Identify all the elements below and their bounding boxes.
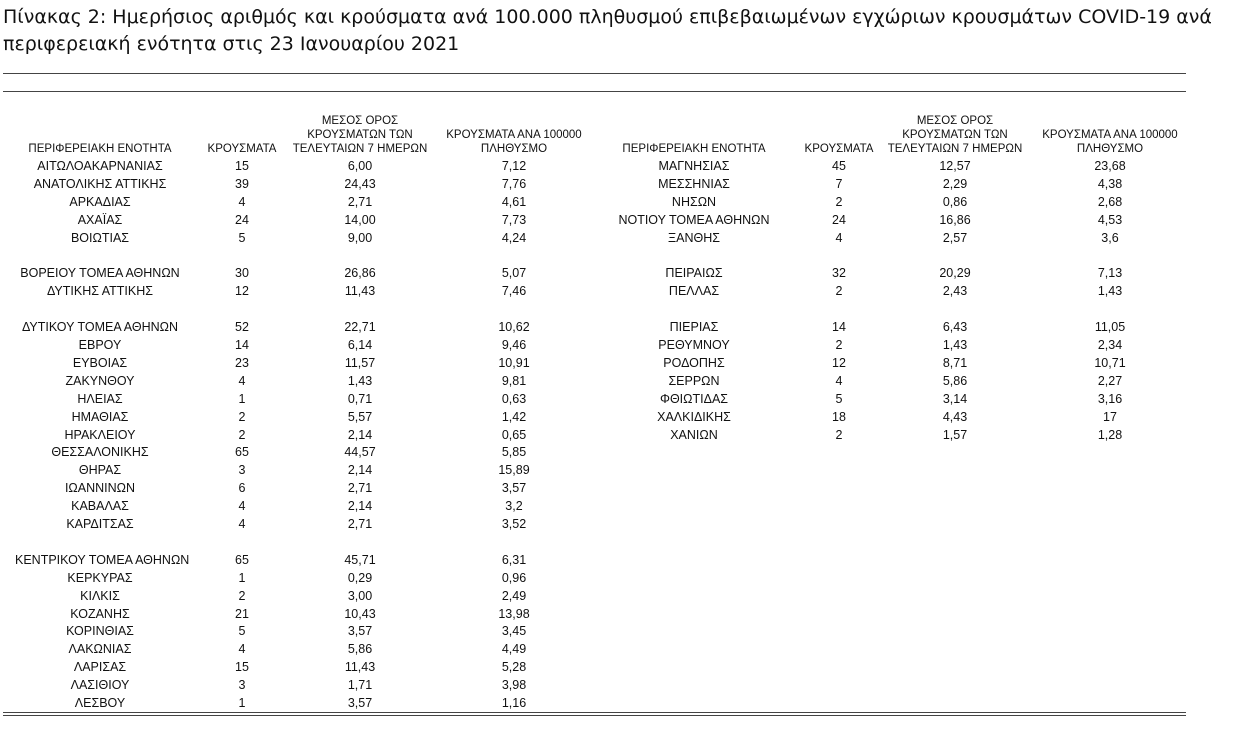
cell-cases: 2 <box>835 284 843 299</box>
cell-avg7: 12,57 <box>939 159 971 173</box>
cell-region: ΑΝΑΤΟΛΙΚΗΣ ΑΤΤΙΚΗΣ <box>33 176 167 191</box>
cell-region: ΧΑΝΙΩΝ <box>670 427 718 442</box>
cell-region: ΘΕΣΣΑΛΟΝΙΚΗΣ <box>51 445 149 460</box>
cell-region: ΔΥΤΙΚΗΣ ΑΤΤΙΚΗΣ <box>47 284 153 299</box>
cell-cases: 2 <box>238 427 246 442</box>
cell-per100k: 5,28 <box>501 660 527 675</box>
cell-avg7: 2,14 <box>347 427 373 442</box>
cell-cases: 5 <box>238 624 246 639</box>
cell-avg7: 2,71 <box>347 481 373 496</box>
cell-cases: 23 <box>235 355 249 370</box>
cell-per100k: 10,71 <box>1094 355 1126 370</box>
bottom-rule-2 <box>3 715 1186 716</box>
cell-cases: 12 <box>832 355 846 370</box>
cell-per100k: 6,31 <box>501 552 527 567</box>
cell-per100k: 1,16 <box>501 696 527 710</box>
cell-region: ΝΟΤΙΟΥ ΤΟΜΕΑ ΑΘΗΝΩΝ <box>618 212 770 227</box>
cell-region: ΠΕΙΡΑΙΩΣ <box>665 266 723 281</box>
cell-region: ΚΕΝΤΡΙΚΟΥ ΤΟΜΕΑ ΑΘΗΝΩΝ <box>15 552 190 567</box>
cell-avg7: 3,57 <box>347 624 373 639</box>
cell-region: ΚΟΖΑΝΗΣ <box>70 606 130 621</box>
cell-cases: 2 <box>835 338 843 352</box>
cell-avg7: 5,86 <box>347 642 373 657</box>
cell-region: ΔΥΤΙΚΟΥ ΤΟΜΕΑ ΑΘΗΝΩΝ <box>21 320 179 335</box>
cell-cases: 2 <box>238 409 246 424</box>
table-title: Πίνακας 2: Ημερήσιος αριθμός και κρούσματα ανά 100.000 πληθυσμού επιβεβαιωμένων εγχώριων κρουσμάτων COVID-19 ανά περιφερειακή ενότητα στις 23 Ιανουαρίου 2021 <box>3 6 1212 55</box>
cell-cases: 4 <box>835 230 843 245</box>
cell-per100k: 5,85 <box>501 445 527 460</box>
cell-avg7: 22,71 <box>344 320 376 335</box>
cell-region: ΧΑΛΚΙΔΙΚΗΣ <box>657 409 731 424</box>
cell-region: ΚΟΡΙΝΘΙΑΣ <box>66 624 134 639</box>
bottom-rule-1 <box>3 712 1186 713</box>
cell-region: ΡΟΔΟΠΗΣ <box>663 355 725 370</box>
cell-per100k: 11,05 <box>1094 320 1126 335</box>
header-region-right: ΠΕΡΙΦΕΡΕΙΑΚΗ ΕΝΟΤΗΤΑ <box>622 143 766 155</box>
cell-per100k: 4,24 <box>501 230 527 245</box>
cell-per100k: 1,42 <box>501 409 527 424</box>
cell-avg7: 1,43 <box>942 338 968 352</box>
cell-region: ΖΑΚΥΝΘΟΥ <box>65 373 135 388</box>
cell-avg7: 14,00 <box>344 212 376 227</box>
cell-per100k: 7,73 <box>501 212 527 227</box>
cell-avg7: 10,43 <box>344 606 376 621</box>
cell-cases: 4 <box>238 499 246 514</box>
cell-cases: 2 <box>238 588 246 603</box>
cell-per100k: 5,07 <box>501 266 527 281</box>
cell-region: ΒΟΡΕΙΟΥ ΤΟΜΕΑ ΑΘΗΝΩΝ <box>20 266 180 281</box>
cell-avg7: 16,86 <box>939 212 971 227</box>
cell-cases: 4 <box>238 373 246 388</box>
cell-region: ΚΙΛΚΙΣ <box>80 588 120 603</box>
cell-cases: 1 <box>238 570 246 585</box>
cell-per100k: 3,52 <box>501 517 527 531</box>
cell-cases: 4 <box>238 642 246 657</box>
cell-per100k: 13,98 <box>498 606 530 621</box>
cell-region: ΑΙΤΩΛΟΑΚΑΡΝΑΝΙΑΣ <box>37 159 163 173</box>
cell-avg7: 6,00 <box>347 159 373 173</box>
cell-avg7: 2,71 <box>347 194 373 209</box>
top-rule-1 <box>3 73 1186 74</box>
cell-avg7: 45,71 <box>344 552 376 567</box>
cell-avg7: 0,29 <box>347 570 373 585</box>
cell-avg7: 6,43 <box>942 320 968 335</box>
cell-region: ΗΛΕΙΑΣ <box>77 391 123 406</box>
cell-region: ΘΗΡΑΣ <box>78 463 122 478</box>
cell-avg7: 2,71 <box>347 517 373 531</box>
cell-cases: 39 <box>235 176 249 191</box>
cell-cases: 4 <box>238 517 246 531</box>
cell-region: ΛΕΣΒΟΥ <box>74 696 126 710</box>
cell-cases: 65 <box>235 552 249 567</box>
cell-region: ΜΑΓΝΗΣΙΑΣ <box>658 159 730 173</box>
cell-per100k: 4,61 <box>501 194 527 209</box>
cell-avg7: 2,43 <box>942 284 968 299</box>
cell-region: ΦΘΙΩΤΙΔΑΣ <box>659 391 729 406</box>
cell-cases: 4 <box>835 373 843 388</box>
cell-avg7: 0,71 <box>347 391 373 406</box>
cell-per100k: 2,27 <box>1097 373 1123 388</box>
cell-avg7: 2,29 <box>942 176 968 191</box>
cell-region: ΜΕΣΣΗΝΙΑΣ <box>658 176 730 191</box>
cell-region: ΠΕΛΛΑΣ <box>668 284 720 299</box>
cell-region: ΗΜΑΘΙΑΣ <box>71 409 129 424</box>
cell-per100k: 15,89 <box>498 463 530 478</box>
cell-cases: 32 <box>832 266 846 281</box>
cell-cases: 24 <box>235 212 249 227</box>
cell-cases: 21 <box>235 606 249 621</box>
cell-region: ΑΧΑΪΑΣ <box>77 212 123 227</box>
cell-avg7: 2,14 <box>347 463 373 478</box>
cell-avg7: 5,57 <box>347 409 373 424</box>
header-avg7-right: ΜΕΣΟΣ ΟΡΟΣ ΚΡΟΥΣΜΑΤΩΝ ΤΩΝ ΤΕΛΕΥΤΑΙΩΝ 7 ΗΜΕΡΩΝ <box>887 115 1023 155</box>
cell-per100k: 0,65 <box>501 427 527 442</box>
cell-per100k: 4,53 <box>1097 212 1123 227</box>
cell-avg7: 0,86 <box>942 194 968 209</box>
cell-cases: 5 <box>238 230 246 245</box>
cell-per100k: 4,38 <box>1097 176 1123 191</box>
cell-region: ΗΡΑΚΛΕΙΟΥ <box>64 427 136 442</box>
covid-table <box>0 108 1200 714</box>
header-per100k-left: ΚΡΟΥΣΜΑΤΑ ΑΝΑ 100000 ΠΛΗΘΥΣΜΟ <box>446 129 582 155</box>
cell-region: ΕΒΡΟΥ <box>78 338 122 352</box>
cell-avg7: 3,14 <box>942 391 968 406</box>
header-cases-left: ΚΡΟΥΣΜΑΤΑ <box>207 143 277 155</box>
cell-region: ΝΗΣΩΝ <box>671 194 717 209</box>
cell-avg7: 24,43 <box>344 176 376 191</box>
cell-region: ΙΩΑΝΝΙΝΩΝ <box>64 481 136 496</box>
cell-avg7: 44,57 <box>344 445 376 460</box>
cell-avg7: 4,43 <box>942 409 968 424</box>
cell-cases: 65 <box>235 445 249 460</box>
cell-per100k: 10,62 <box>498 320 530 335</box>
cell-per100k: 2,68 <box>1097 194 1123 209</box>
cell-cases: 5 <box>835 391 843 406</box>
cell-per100k: 7,46 <box>501 284 527 299</box>
header-avg7-left: ΜΕΣΟΣ ΟΡΟΣ ΚΡΟΥΣΜΑΤΩΝ ΤΩΝ ΤΕΛΕΥΤΑΙΩΝ 7 ΗΜΕΡΩΝ <box>292 115 428 155</box>
cell-per100k: 0,96 <box>501 570 527 585</box>
cell-region: ΚΑΒΑΛΑΣ <box>71 499 129 514</box>
cell-cases: 3 <box>238 678 246 693</box>
cell-cases: 2 <box>835 194 843 209</box>
cell-region: ΚΑΡΔΙΤΣΑΣ <box>66 517 134 531</box>
cell-avg7: 5,86 <box>942 373 968 388</box>
cell-per100k: 0,63 <box>501 391 527 406</box>
cell-per100k: 3,2 <box>505 499 523 514</box>
cell-cases: 15 <box>235 660 249 675</box>
cell-region: ΛΑΣΙΘΙΟΥ <box>70 678 130 693</box>
cell-cases: 7 <box>835 176 843 191</box>
cell-per100k: 1,43 <box>1097 284 1123 299</box>
cell-cases: 1 <box>238 696 246 710</box>
cell-region: ΛΑΡΙΣΑΣ <box>73 660 127 675</box>
cell-cases: 12 <box>235 284 249 299</box>
cell-per100k: 2,49 <box>501 588 527 603</box>
cell-cases: 2 <box>835 427 843 442</box>
header-per100k-right: ΚΡΟΥΣΜΑΤΑ ΑΝΑ 100000 ΠΛΗΘΥΣΜΟ <box>1042 129 1178 155</box>
cell-region: ΡΕΘΥΜΝΟΥ <box>658 338 730 352</box>
cell-cases: 30 <box>235 266 249 281</box>
cell-cases: 24 <box>832 212 846 227</box>
cell-avg7: 2,57 <box>942 230 968 245</box>
header-region-left: ΠΕΡΙΦΕΡΕΙΑΚΗ ΕΝΟΤΗΤΑ <box>28 143 172 155</box>
cell-per100k: 7,13 <box>1097 266 1123 281</box>
cell-per100k: 9,46 <box>501 338 527 352</box>
cell-avg7: 2,14 <box>347 499 373 514</box>
cell-per100k: 10,91 <box>498 355 530 370</box>
cell-per100k: 1,28 <box>1097 427 1123 442</box>
cell-cases: 3 <box>238 463 246 478</box>
cell-per100k: 23,68 <box>1094 159 1126 173</box>
cell-cases: 1 <box>238 391 246 406</box>
cell-region: ΞΑΝΘΗΣ <box>668 230 720 245</box>
top-rule-2 <box>3 91 1186 92</box>
cell-region: ΛΑΚΩΝΙΑΣ <box>68 642 132 657</box>
cell-region: ΠΙΕΡΙΑΣ <box>669 320 719 335</box>
cell-avg7: 1,43 <box>347 373 373 388</box>
cell-avg7: 11,57 <box>344 355 376 370</box>
cell-cases: 14 <box>832 320 846 335</box>
cell-avg7: 11,43 <box>344 284 376 299</box>
cell-avg7: 8,71 <box>942 355 968 370</box>
cell-avg7: 1,71 <box>347 678 373 693</box>
cell-region: ΒΟΙΩΤΙΑΣ <box>70 230 130 245</box>
cell-per100k: 3,16 <box>1097 391 1123 406</box>
cell-per100k: 3,57 <box>501 481 527 496</box>
cell-region: ΑΡΚΑΔΙΑΣ <box>69 194 131 209</box>
cell-avg7: 1,57 <box>942 427 968 442</box>
cell-region: ΚΕΡΚΥΡΑΣ <box>67 570 133 585</box>
header-cases-right: ΚΡΟΥΣΜΑΤΑ <box>804 143 874 155</box>
cell-avg7: 20,29 <box>939 266 971 281</box>
cell-per100k: 3,6 <box>1101 230 1119 245</box>
cell-avg7: 11,43 <box>344 660 376 675</box>
cell-avg7: 26,86 <box>344 266 376 281</box>
cell-per100k: 2,34 <box>1097 338 1123 352</box>
cell-avg7: 9,00 <box>347 230 373 245</box>
cell-avg7: 6,14 <box>347 338 373 352</box>
cell-cases: 18 <box>832 409 846 424</box>
cell-per100k: 17 <box>1103 409 1117 424</box>
cell-cases: 6 <box>238 481 246 496</box>
cell-avg7: 3,57 <box>347 696 373 710</box>
cell-cases: 45 <box>832 159 846 173</box>
cell-region: ΕΥΒΟΙΑΣ <box>72 355 128 370</box>
cell-cases: 15 <box>235 159 249 173</box>
cell-region: ΣΕΡΡΩΝ <box>668 373 720 388</box>
cell-per100k: 7,76 <box>501 176 527 191</box>
cell-per100k: 4,49 <box>501 642 527 657</box>
cell-cases: 14 <box>235 338 249 352</box>
cell-cases: 52 <box>235 320 249 335</box>
cell-per100k: 7,12 <box>501 159 527 173</box>
cell-cases: 4 <box>238 194 246 209</box>
cell-avg7: 3,00 <box>347 588 373 603</box>
cell-per100k: 3,45 <box>501 624 527 639</box>
cell-per100k: 3,98 <box>501 678 527 693</box>
cell-per100k: 9,81 <box>501 373 527 388</box>
